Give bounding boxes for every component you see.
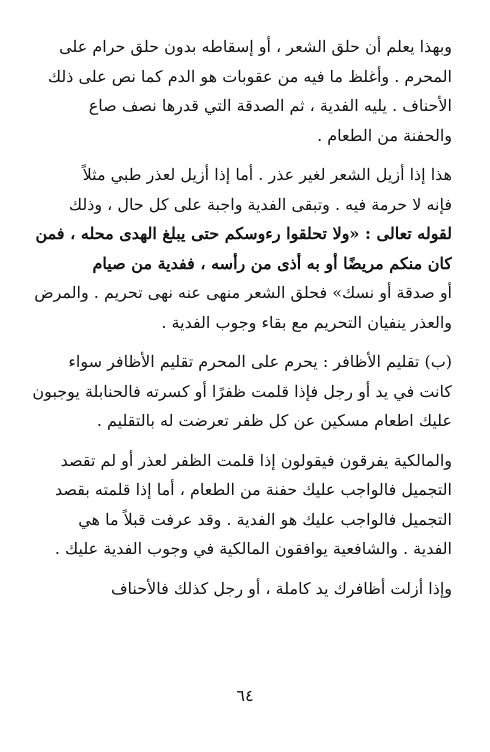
quran-verse-line: لقوله تعالى : «ولا تحلقوا رءوسكم حتى يبلغ الهدى محله ، فمن	[35, 224, 452, 243]
paragraph-maliki-view	[32, 446, 452, 564]
quran-verse-line: كان منكم مريضًا أو به أذى من رأسه ، ففدية من صيام	[92, 253, 452, 273]
text-line: الأحناف . يليه الفدية ، ثم الصدقة التي قدرها نصف صاع	[88, 96, 452, 115]
text-line: التجميل فالواجب عليك هو الفدية . وقد عرفت قبلاً ما هي	[78, 509, 452, 529]
text-line: أو صدقة أو نسك» فحلق الشعر منهى عنه نهى تحريم . والمرض	[34, 283, 452, 302]
text-line: هذا إذا أزيل الشعر لغير عذر . أما إذا أزيل لعذر طبي مثلاً	[82, 165, 452, 184]
text-line: المحرم . وأغلظ ما فيه من عقوبات هو الدم كما نص على ذلك	[47, 66, 452, 86]
text-line: كانت في يد أو رجل فإذا قلمت ظفرًا أو كسرته فالحنابلة يوجبون	[32, 381, 452, 401]
text-line: وإذا أزلت أظافرك يد كاملة ، أو رجل كذلك فالأحناف	[110, 578, 452, 598]
text-line: وبهذا يعلم أن حلق الشعر ، أو إسقاطه بدون حلق حرام على	[59, 37, 452, 56]
paragraph-excuse-ruling	[32, 160, 452, 337]
text-line: فإنه لا حرمة فيه . وتبقى الفدية واجبة على كل حال ، وذلك	[68, 194, 452, 214]
page-number: ٦٤	[236, 686, 254, 705]
paragraph-nail-clipping-section	[32, 347, 452, 436]
text-line: الفدية . والشافعية يوافقون المالكية في وجوب الفدية عليك .	[54, 539, 452, 558]
text-line: والعذر ينفيان التحريم مع بقاء وجوب الفدية .	[161, 312, 452, 332]
text-line: عليك اطعام مسكين عن كل ظفر تعرضت له بالتقليم .	[96, 411, 452, 430]
paragraph-whole-hand	[32, 574, 452, 604]
section-heading-line: (ب) تقليم الأظافر : يحرم على المحرم تقليم الأظافر سواء	[68, 352, 452, 371]
text-line: والحفنة من الطعام .	[317, 125, 452, 145]
paragraph-hair-shaving-ruling	[32, 32, 452, 150]
text-line: التجميل فالواجب عليك حفنة من الطعام ، أما إذا قلمته بقصد	[55, 480, 452, 499]
text-line: والمالكية يفرقون فيقولون إذا قلمت الظفر لعذر أو لم تقصد	[60, 450, 452, 470]
